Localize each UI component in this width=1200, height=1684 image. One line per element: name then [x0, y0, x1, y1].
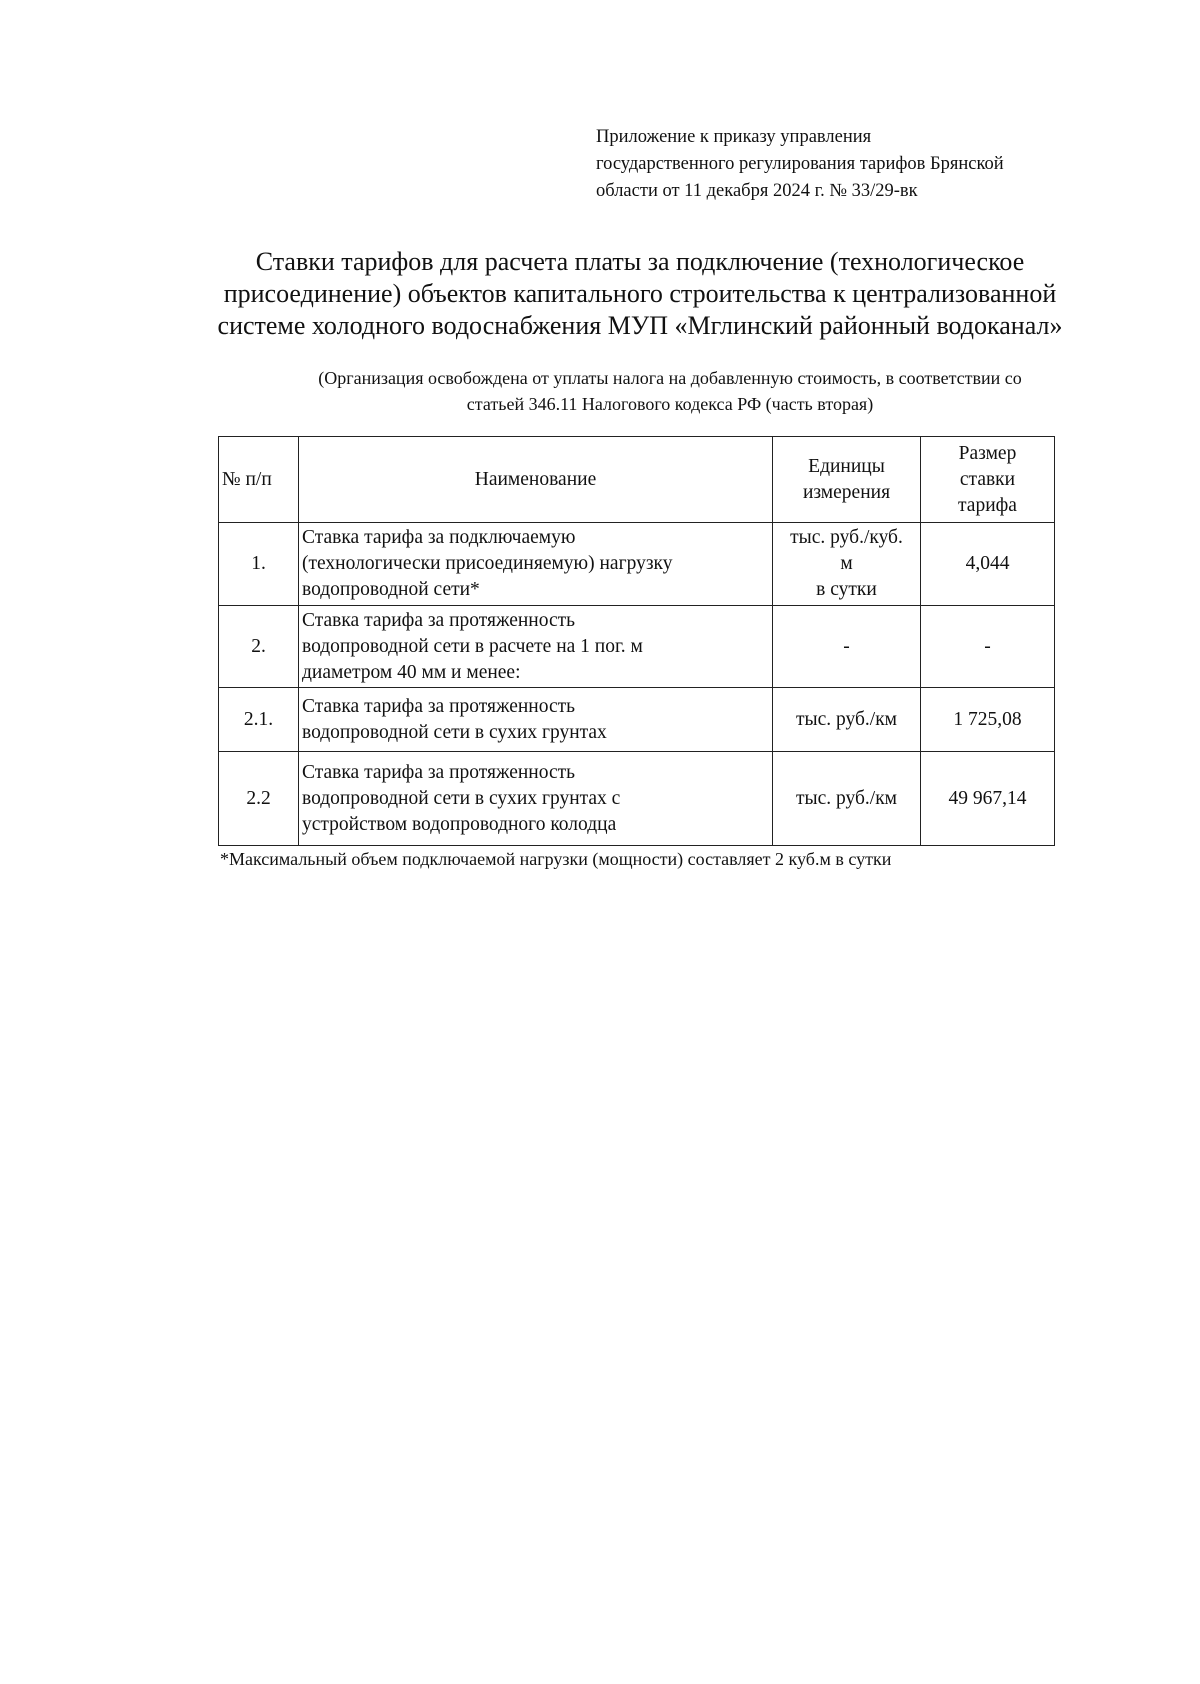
row-number: 2.1. [219, 688, 299, 752]
title-line: присоединение) объектов капитального строительства к централизованной [223, 279, 1057, 308]
row-units: тыс. руб./куб. м в сутки [773, 523, 921, 606]
row-rate: - [921, 606, 1055, 688]
row-name: Ставка тарифа за протяженность водопроводной сети в сухих грунтах с устройством водопроводного колодца [299, 752, 773, 846]
appendix-line: области от 11 декабря 2024 г. № 33/29-вк [596, 181, 918, 201]
appendix-header [596, 124, 1116, 205]
appendix-line: Приложение к приказу управления [596, 127, 872, 147]
row-name: Ставка тарифа за подключаемую (технологически присоединяемую) нагрузку водопроводной сети* [299, 523, 773, 606]
row-name: Ставка тарифа за протяженность водопроводной сети в расчете на 1 пог. м диаметром 40 мм и менее: [299, 606, 773, 688]
table-row [219, 606, 1055, 688]
row-units: - [773, 606, 921, 688]
appendix-line: государственного регулирования тарифов Брянской [596, 154, 1004, 174]
table-row [219, 752, 1055, 846]
header-units: Единицы измерения [773, 437, 921, 523]
vat-note [220, 365, 1120, 417]
title-line: Ставки тарифов для расчета платы за подключение (технологическое [255, 247, 1025, 276]
row-rate: 1 725,08 [921, 688, 1055, 752]
table-header-row [219, 437, 1055, 523]
row-number: 2. [219, 606, 299, 688]
document-title [150, 246, 1130, 342]
header-number: № п/п [219, 437, 299, 523]
note-line: статьей 346.11 Налогового кодекса РФ (часть вторая) [466, 394, 874, 414]
header-rate: Размер ставки тарифа [921, 437, 1055, 523]
row-number: 2.2 [219, 752, 299, 846]
row-name: Ставка тарифа за протяженность водопроводной сети в сухих грунтах [299, 688, 773, 752]
row-units: тыс. руб./км [773, 688, 921, 752]
footnote: *Максимальный объем подключаемой нагрузки (мощности) составляет 2 куб.м в сутки [220, 849, 892, 869]
row-rate: 49 967,14 [921, 752, 1055, 846]
tariff-table [218, 436, 1055, 846]
table-row [219, 523, 1055, 606]
row-units: тыс. руб./км [773, 752, 921, 846]
row-rate: 4,044 [921, 523, 1055, 606]
table-row [219, 688, 1055, 752]
row-number: 1. [219, 523, 299, 606]
header-name: Наименование [299, 437, 773, 523]
note-line: (Организация освобождена от уплаты налога на добавленную стоимость, в соответствии со [318, 368, 1022, 388]
title-line: системе холодного водоснабжения МУП «Мглинский районный водоканал» [217, 311, 1063, 340]
